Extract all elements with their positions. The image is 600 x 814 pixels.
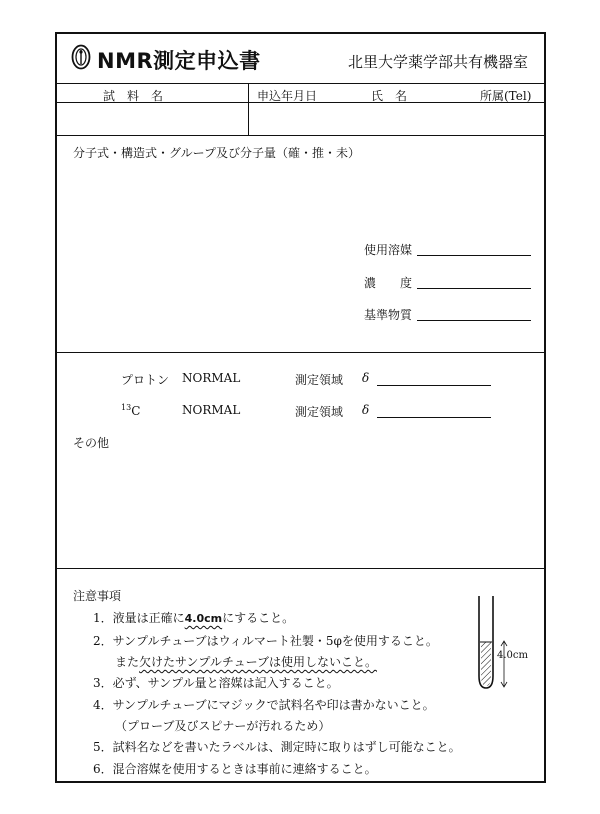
- note-text: 混合溶媒を使用するときは事前に連絡すること。: [112, 762, 377, 776]
- concentration-field[interactable]: [417, 276, 531, 289]
- carbon-mode: NORMAL: [182, 403, 241, 417]
- divider: [57, 83, 544, 84]
- note-item: [115, 653, 377, 670]
- proton-range-label: 測定領域: [295, 373, 344, 387]
- sample-tube-icon: [475, 596, 519, 692]
- proton-range-field[interactable]: [377, 373, 491, 386]
- structure-drawing-area[interactable]: [67, 164, 357, 344]
- structure-label: 分子式・構造式・グループ及び分子量（確・推・未）: [73, 146, 361, 160]
- solvent-label: 使用溶媒: [364, 243, 413, 257]
- carbon-range-field[interactable]: [377, 405, 491, 418]
- tube-height-label: 4.0cm: [497, 650, 528, 661]
- note-emphasis: 4.0cm: [184, 612, 223, 625]
- divider: [57, 102, 544, 103]
- reference-label: 基準物質: [364, 308, 413, 322]
- divider: [57, 352, 544, 353]
- note-item: [93, 632, 438, 649]
- reference-field[interactable]: [417, 308, 531, 321]
- note-item: [93, 609, 294, 626]
- carbon-range-label: 測定領域: [295, 405, 344, 419]
- note-text: また: [115, 655, 140, 669]
- solvent-field[interactable]: [417, 243, 531, 256]
- applicant-info-field[interactable]: [251, 104, 543, 134]
- sample-name-header: 試 料 名: [103, 89, 164, 103]
- carbon-label: [121, 403, 140, 418]
- proton-mode: NORMAL: [182, 371, 241, 385]
- affiliation-header: 所属(Tel): [480, 89, 532, 103]
- carbon-delta-symbol: δ: [362, 403, 370, 417]
- note-item: [93, 760, 377, 777]
- note-text: サンプルチューブにマジックで試料名や印は書かないこと。: [112, 698, 435, 712]
- note-number: 4．: [93, 698, 113, 712]
- concentration-label: 濃 度: [364, 276, 413, 290]
- note-text: サンプルチューブはウィルマート社製・5φを使用すること。: [112, 634, 438, 648]
- applicant-name-header: 氏 名: [371, 89, 408, 103]
- carbon-symbol: C: [131, 404, 141, 418]
- divider: [57, 568, 544, 569]
- other-notes-area[interactable]: [67, 452, 537, 564]
- note-item: [93, 674, 339, 691]
- application-form: [55, 32, 546, 783]
- note-text: 必ず、サンプル量と溶媒は記入すること。: [112, 676, 339, 690]
- note-item: [115, 717, 330, 734]
- institution-name: 北里大学薬学部共有機器室: [348, 53, 529, 71]
- form-title: NMR測定申込書: [97, 49, 261, 73]
- proton-delta-symbol: δ: [362, 371, 370, 385]
- carbon-mass-number: 13: [121, 403, 132, 412]
- note-number: 5．: [93, 740, 113, 754]
- note-number: 1．: [93, 611, 113, 625]
- note-text: 液量は正確に: [112, 611, 185, 625]
- note-item: [93, 738, 461, 755]
- note-emphasis: 欠けたサンプルチューブは使用しないこと。: [139, 655, 377, 669]
- note-text: （プローブ及びスピナーが汚れるため）: [115, 719, 331, 733]
- proton-label: プロトン: [121, 373, 170, 387]
- application-date-header: 申込年月日: [257, 89, 318, 103]
- sample-name-field[interactable]: [59, 104, 245, 134]
- notes-title: 注意事項: [73, 589, 122, 603]
- note-text: にすること。: [222, 611, 295, 625]
- note-number: 2．: [93, 634, 113, 648]
- university-logo-icon: [71, 44, 91, 70]
- note-number: 6．: [93, 762, 113, 776]
- column-divider: [248, 83, 249, 135]
- note-number: 3．: [93, 676, 113, 690]
- note-item: [93, 696, 435, 713]
- other-label: その他: [73, 436, 110, 450]
- divider: [57, 135, 544, 136]
- note-text: 試料名などを書いたラベルは、測定時に取りはずし可能なこと。: [112, 740, 461, 754]
